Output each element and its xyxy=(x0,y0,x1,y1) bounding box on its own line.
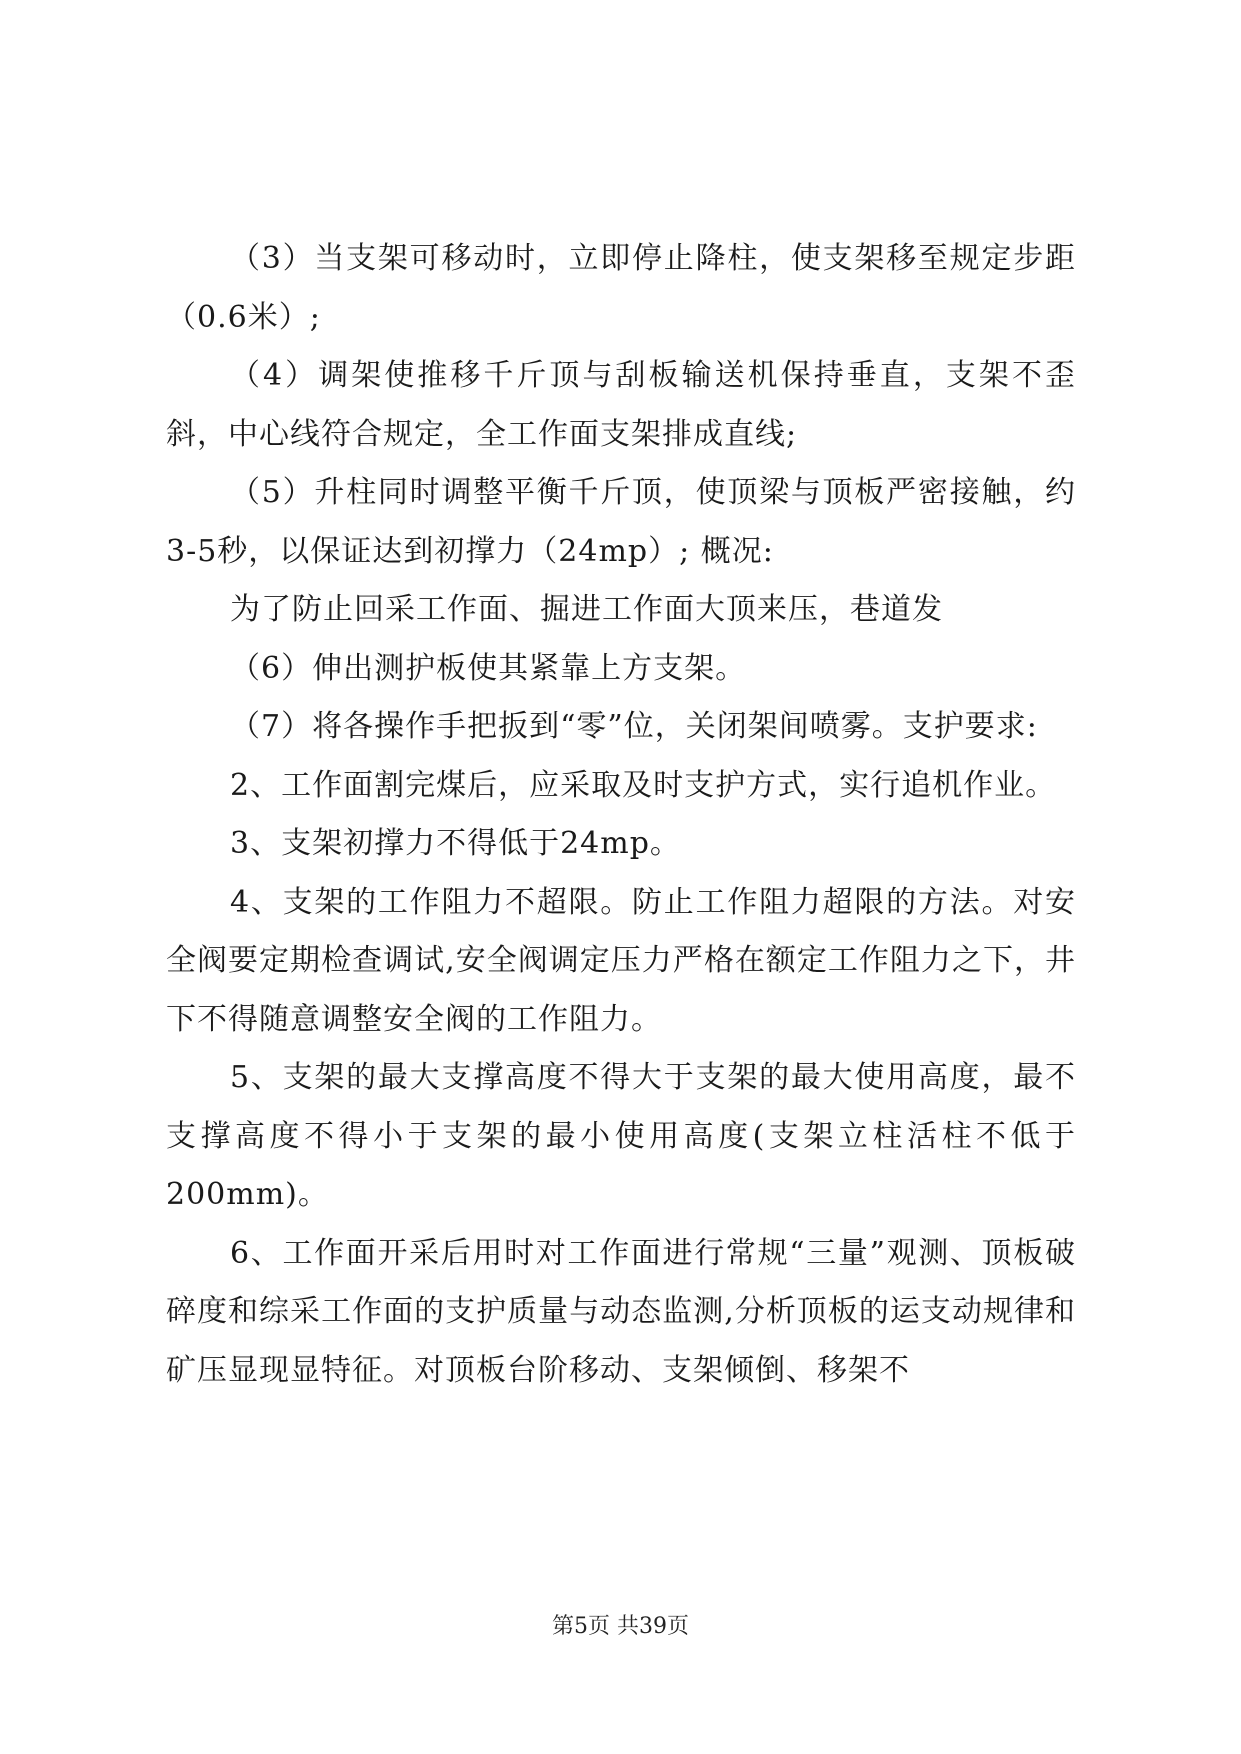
paragraph-step-4: （4）调架使推移千斤顶与刮板输送机保持垂直，支架不歪斜，中心线符合规定，全工作面支架排成直线; xyxy=(166,358,1076,452)
paragraph-requirement-6: 6、工作面开采后用时对工作面进行常规“三量”观测、顶板破碎度和综采工作面的支护质量与动态监测,分析顶板的运支动规律和矿压显现显特征。对顶板台阶移动、支架倾倒、移架不 xyxy=(166,1235,1076,1388)
paragraph-requirement-5: 5、支架的最大支撑高度不得大于支架的最大使用高度，最不支撑高度不得小于支架的最小使用高度(支架立柱活柱不低于200mm)。 xyxy=(166,1060,1076,1212)
paragraph-requirement-4: 4、支架的工作阻力不超限。防止工作阻力超限的方法。对安全阀要定期检查调试,安全阀调定压力严格在额定工作阻力之下，井下不得随意调整安全阀的工作阻力。 xyxy=(166,884,1076,1037)
paragraph-requirement-2: 2、工作面割完煤后，应采取及时支护方式，实行追机作业。 xyxy=(230,767,1057,803)
paragraph-step-7: （7）将各操作手把扳到“零”位，关闭架间喷雾。支护要求: xyxy=(230,709,1038,744)
page-number-footer: 第5页 共39页 xyxy=(552,1614,689,1639)
paragraph-step-3: （3）当支架可移动时，立即停止降柱，使支架移至规定步距（0.6米）; xyxy=(166,241,1076,335)
paragraph-overview: 为了防止回采工作面、掘进工作面大顶来压，巷道发 xyxy=(230,592,943,627)
paragraph-step-6: （6）伸出测护板使其紧靠上方支架。 xyxy=(230,650,747,686)
paragraph-requirement-3: 3、支架初撑力不得低于24mp。 xyxy=(230,826,681,861)
paragraph-step-5: （5）升柱同时调整平衡千斤顶，使顶梁与顶板严密接触，约3-5秒，以保证达到初撑力（24mp）; 概况: xyxy=(166,475,1076,569)
document-body xyxy=(166,230,1076,1400)
